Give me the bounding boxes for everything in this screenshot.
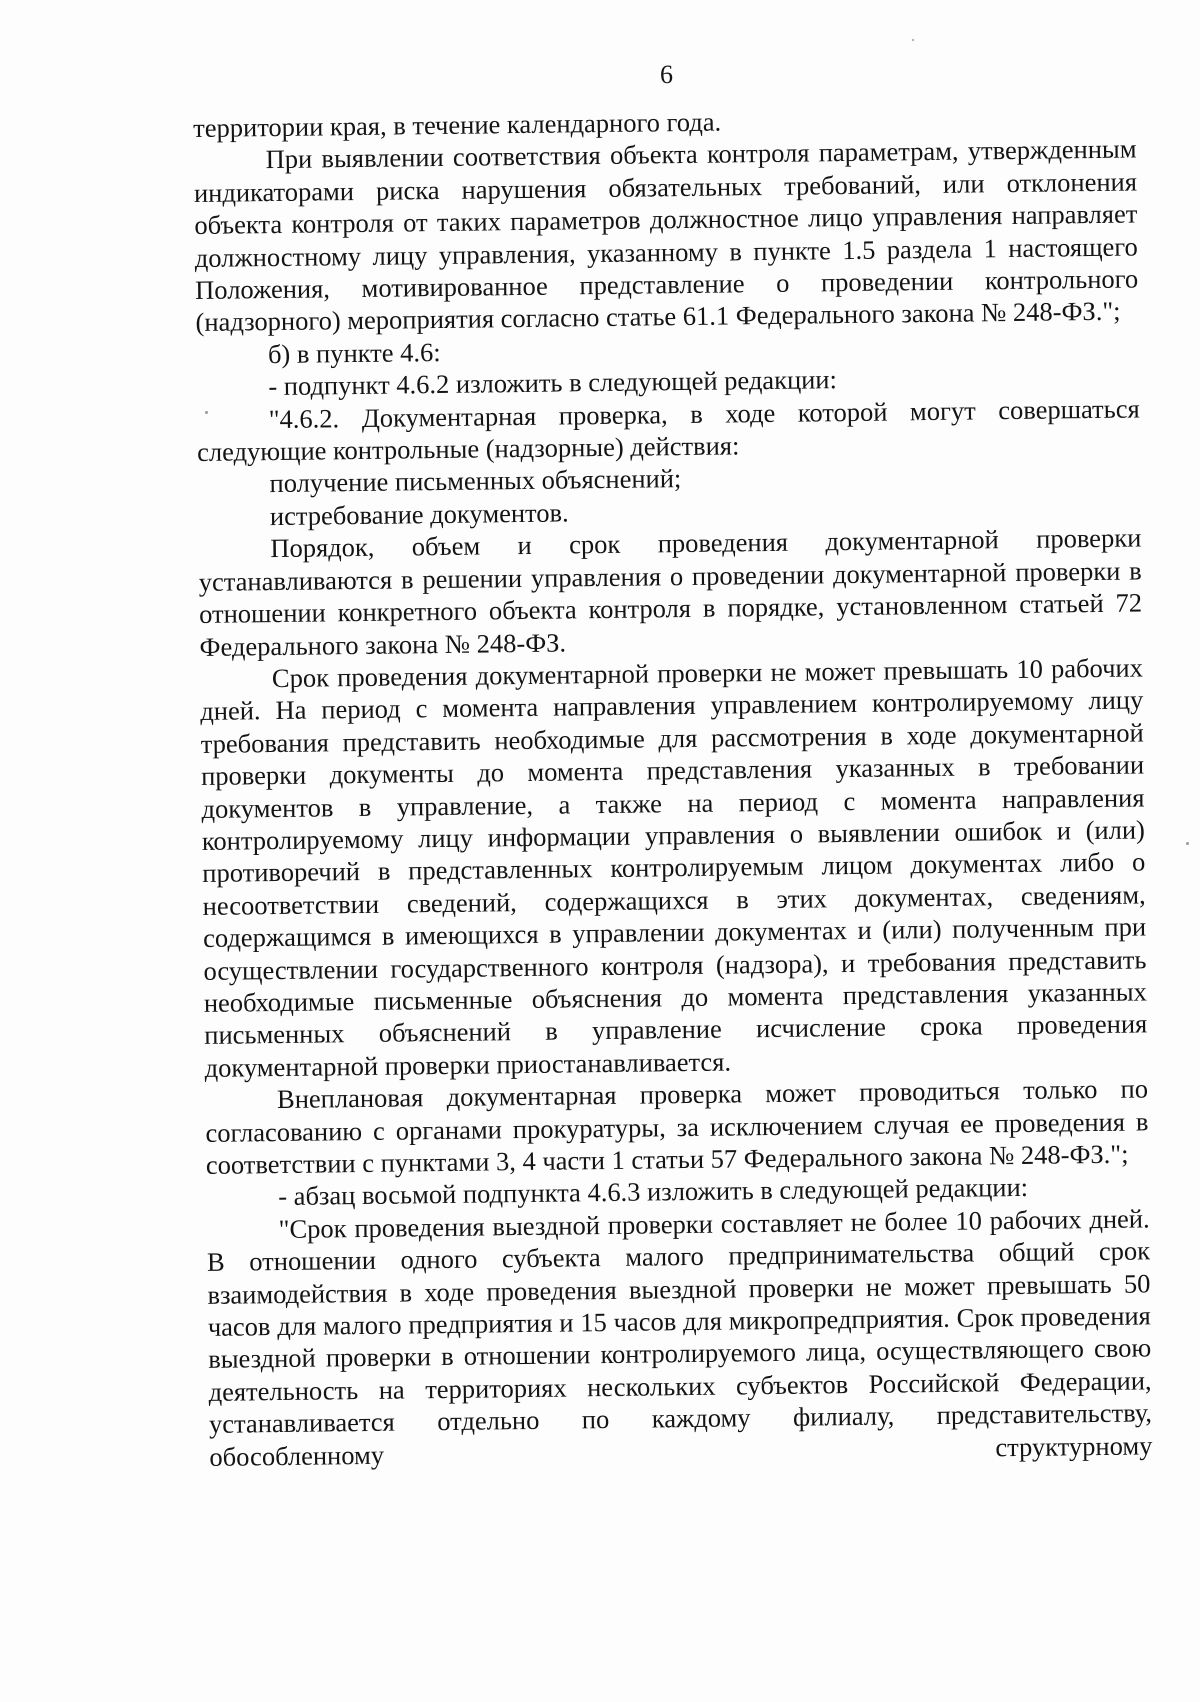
paragraph-documentary-check: "4.6.2. Документарная проверка, в ходе которой могут совершаться следующие контрольные (надзорные) действия: (196, 393, 1140, 468)
paragraph-risk-indicators: При выявлении соответствия объекта контроля параметрам, утвержденным индикаторами риска нарушения обязательных требований, или отклонения объекта контроля от таких параметров должностное лицо управления направляет должностному лицу управления, указанному в пункте 1.5 раздела 1 настоящего Положения, мотивированное представление о проведении контрольного (надзорного) мероприятия согласно статье 61.1 Федерального закона № 248-ФЗ."; (193, 133, 1139, 338)
document-body (193, 100, 1153, 1472)
page-number: 6 (660, 60, 673, 89)
paragraph-list-documents: истребование документов. (269, 497, 569, 531)
scan-speck (205, 411, 208, 414)
scan-speck (912, 39, 914, 41)
paragraph-subitem-4-6-3: - абзац восьмой подпункта 4.6.3 изложить в следующей редакции: (278, 1172, 1029, 1212)
paragraph-continuation: территории края, в течение календарного года. (193, 106, 722, 143)
paragraph-unscheduled-check: Внеплановая документарная проверка может проводиться только по согласованию с органами прокуратуры, за исключением случая ее проведения в соответствии с пунктами 3, 4 части 1 статьи 57 Федерального закона № 248-ФЗ."; (205, 1073, 1149, 1180)
paragraph-term: Срок проведения документарной проверки не может превышать 10 рабочих дней. На период с момента направления управлением контролируемому лицу требования представить необходимые для рассмотрения в ходе документарной проверки документы до момента представления указанных в требовании документов в управление, а также на период с момента направления контролируемому лицу информации управления о выявлении ошибок и (или) противоречий в представленных контролируемым лицом документах либо о несоответствии сведений, содержащихся в этих документах, сведениям, содержащимся в имеющихся в управлении документах и (или) полученным при осуществлении государственного контроля (надзора), и требования представить необходимые письменные объяснения до момента представления указанных письменных объяснений в управление исчисление срока проведения документарной проверки приостанавливается. (200, 652, 1148, 1083)
paragraph-subitem-4-6-2: - подпункт 4.6.2 изложить в следующей редакции: (268, 364, 838, 402)
paragraph-onsite-check: "Срок проведения выездной проверки составляет не более 10 рабочих дней. В отношении одного субъекта малого предпринимательства общий срок взаимодействия в ходе проведения выездной проверки не может превышать 50 часов для малого предприятия и 15 часов для микропредприятия. Срок проведения выездной проверки в отношении контролируемого лица, осуществляющего свою деятельность на территориях нескольких субъектов Российской Федерации, устанавливается отдельно по каждому филиалу, представительству, обособленному структурному (206, 1203, 1153, 1472)
scan-speck (1186, 842, 1189, 845)
paragraph-item-b: б) в пункте 4.6: (267, 336, 441, 369)
paragraph-list-explanations: получение письменных объяснений; (269, 463, 682, 499)
paragraph-procedure: Порядок, объем и срок проведения документарной проверки устанавливаются в решении управления о проведении документарной проверки в отношении конкретного объекта контроля в порядке, установленном статьей 72 Федерального закона № 248-ФЗ. (198, 522, 1143, 662)
